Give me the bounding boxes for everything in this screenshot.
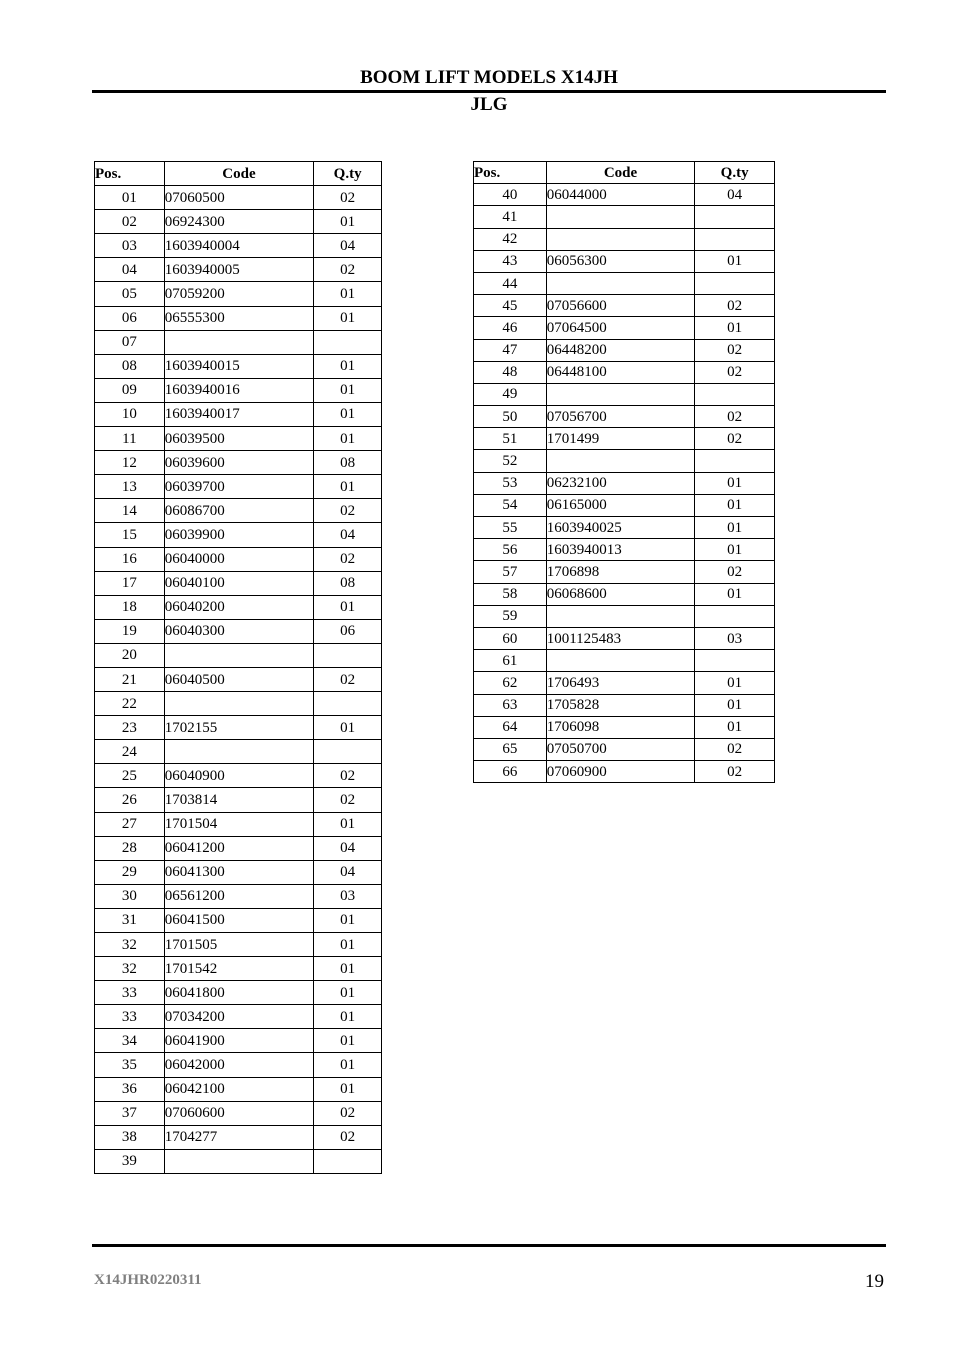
qty-cell: 02 [695, 406, 775, 428]
pos-cell: 52 [474, 450, 547, 472]
pos-cell: 07 [95, 330, 165, 354]
table-row [95, 933, 382, 957]
pos-cell: 63 [474, 694, 547, 716]
code-cell: 1701542 [164, 957, 314, 981]
code-cell: 06041800 [164, 981, 314, 1005]
table-row [95, 547, 382, 571]
pos-cell: 58 [474, 583, 547, 605]
table-row [95, 1149, 382, 1173]
qty-cell: 08 [314, 571, 382, 595]
header-pos: Pos. [474, 162, 547, 184]
pos-cell: 65 [474, 738, 547, 760]
pos-cell: 37 [95, 1101, 165, 1125]
code-cell: 1704277 [164, 1125, 314, 1149]
code-cell: 1603940004 [164, 234, 314, 258]
code-cell: 07059200 [164, 282, 314, 306]
qty-cell: 02 [314, 1101, 382, 1125]
qty-cell: 02 [314, 499, 382, 523]
code-cell: 1703814 [164, 788, 314, 812]
table-row [95, 619, 382, 643]
table-row [474, 383, 775, 405]
qty-cell: 01 [695, 250, 775, 272]
qty-cell: 02 [695, 738, 775, 760]
qty-cell [314, 330, 382, 354]
qty-cell [314, 643, 382, 667]
qty-cell: 01 [314, 1077, 382, 1101]
table-row [474, 184, 775, 206]
pos-cell: 13 [95, 475, 165, 499]
code-cell [546, 228, 695, 250]
pos-cell: 19 [95, 619, 165, 643]
header-qty: Q.ty [695, 162, 775, 184]
pos-cell: 33 [95, 981, 165, 1005]
table-row [474, 206, 775, 228]
qty-cell [314, 1149, 382, 1173]
table-row [95, 884, 382, 908]
table-row [95, 764, 382, 788]
code-cell: 1705828 [546, 694, 695, 716]
pos-cell: 38 [95, 1125, 165, 1149]
table-row [474, 250, 775, 272]
code-cell: 1702155 [164, 716, 314, 740]
code-cell [546, 272, 695, 294]
code-cell: 07060900 [546, 761, 695, 783]
pos-cell: 27 [95, 812, 165, 836]
pos-cell: 11 [95, 427, 165, 451]
table-row [95, 571, 382, 595]
code-cell: 06555300 [164, 306, 314, 330]
qty-cell: 01 [314, 475, 382, 499]
pos-cell: 53 [474, 472, 547, 494]
qty-cell [314, 740, 382, 764]
code-cell: 1701499 [546, 428, 695, 450]
code-cell [546, 650, 695, 672]
pos-cell: 57 [474, 561, 547, 583]
code-cell: 06040500 [164, 667, 314, 691]
table-row [474, 561, 775, 583]
pos-cell: 12 [95, 451, 165, 475]
pos-cell: 26 [95, 788, 165, 812]
code-cell: 06044000 [546, 184, 695, 206]
pos-cell: 54 [474, 494, 547, 516]
pos-cell: 25 [95, 764, 165, 788]
table-row [474, 761, 775, 783]
code-cell: 07064500 [546, 317, 695, 339]
qty-cell: 01 [695, 317, 775, 339]
table-row [95, 981, 382, 1005]
qty-cell [695, 272, 775, 294]
pos-cell: 48 [474, 361, 547, 383]
code-cell: 1603940025 [546, 517, 695, 539]
code-cell [164, 330, 314, 354]
qty-cell: 01 [314, 716, 382, 740]
qty-cell: 02 [314, 186, 382, 210]
qty-cell: 08 [314, 451, 382, 475]
code-cell: 06041900 [164, 1029, 314, 1053]
qty-cell: 01 [314, 812, 382, 836]
table-row [95, 788, 382, 812]
code-cell [164, 740, 314, 764]
pos-cell: 05 [95, 282, 165, 306]
pos-cell: 56 [474, 539, 547, 561]
qty-cell: 01 [314, 378, 382, 402]
table-row [95, 1125, 382, 1149]
qty-cell: 01 [314, 354, 382, 378]
table-row [474, 694, 775, 716]
footer-rule [92, 1244, 886, 1247]
code-cell: 06086700 [164, 499, 314, 523]
pos-cell: 61 [474, 650, 547, 672]
document-title: BOOM LIFT MODELS X14JH [360, 67, 618, 88]
pos-cell: 59 [474, 605, 547, 627]
pos-cell: 46 [474, 317, 547, 339]
table-row [474, 228, 775, 250]
qty-cell: 04 [314, 836, 382, 860]
code-cell [164, 1149, 314, 1173]
table-row [474, 583, 775, 605]
qty-cell [695, 450, 775, 472]
parts-table-left [94, 161, 382, 1174]
code-cell: 1603940015 [164, 354, 314, 378]
pos-cell: 03 [95, 234, 165, 258]
qty-cell: 01 [314, 1005, 382, 1029]
table-row [474, 428, 775, 450]
code-cell: 06039500 [164, 427, 314, 451]
pos-cell: 24 [95, 740, 165, 764]
qty-cell: 02 [314, 788, 382, 812]
qty-cell [695, 650, 775, 672]
code-cell: 1603940016 [164, 378, 314, 402]
table-row [95, 306, 382, 330]
qty-cell: 02 [314, 1125, 382, 1149]
pos-cell: 41 [474, 206, 547, 228]
qty-cell: 01 [314, 981, 382, 1005]
table-row [474, 672, 775, 694]
header-pos: Pos. [95, 162, 165, 186]
qty-cell: 01 [695, 517, 775, 539]
qty-cell: 01 [314, 1029, 382, 1053]
code-cell: 06039700 [164, 475, 314, 499]
parts-table-right [473, 161, 775, 783]
code-cell: 06448100 [546, 361, 695, 383]
code-cell [546, 206, 695, 228]
qty-cell: 01 [314, 282, 382, 306]
table-header-row [474, 162, 775, 184]
pos-cell: 33 [95, 1005, 165, 1029]
qty-cell: 02 [314, 547, 382, 571]
qty-cell: 02 [695, 295, 775, 317]
qty-cell: 01 [314, 595, 382, 619]
table-row [95, 1029, 382, 1053]
table-row [474, 539, 775, 561]
qty-cell: 02 [695, 428, 775, 450]
qty-cell: 01 [314, 933, 382, 957]
qty-cell: 01 [314, 210, 382, 234]
qty-cell: 01 [314, 306, 382, 330]
table-row [95, 1077, 382, 1101]
table-row [474, 650, 775, 672]
pos-cell: 62 [474, 672, 547, 694]
qty-cell: 01 [695, 694, 775, 716]
code-cell: 07060600 [164, 1101, 314, 1125]
pos-cell: 32 [95, 933, 165, 957]
document-code: X14JHR0220311 [94, 1272, 202, 1288]
code-cell: 06040900 [164, 764, 314, 788]
pos-cell: 10 [95, 402, 165, 426]
code-cell: 06056300 [546, 250, 695, 272]
code-cell: 07050700 [546, 738, 695, 760]
pos-cell: 02 [95, 210, 165, 234]
code-cell [546, 450, 695, 472]
qty-cell: 01 [695, 494, 775, 516]
pos-cell: 66 [474, 761, 547, 783]
pos-cell: 14 [95, 499, 165, 523]
table-row [95, 523, 382, 547]
code-cell: 1603940017 [164, 402, 314, 426]
pos-cell: 36 [95, 1077, 165, 1101]
pos-cell: 17 [95, 571, 165, 595]
code-cell: 06165000 [546, 494, 695, 516]
table-row [95, 692, 382, 716]
pos-cell: 23 [95, 716, 165, 740]
code-cell: 06232100 [546, 472, 695, 494]
code-cell [546, 605, 695, 627]
brand-name: JLG [470, 94, 508, 115]
code-cell: 06040100 [164, 571, 314, 595]
pos-cell: 50 [474, 406, 547, 428]
table-row [95, 836, 382, 860]
code-cell [164, 643, 314, 667]
code-cell: 06041500 [164, 908, 314, 932]
qty-cell: 03 [695, 627, 775, 649]
code-cell: 07056600 [546, 295, 695, 317]
pos-cell: 34 [95, 1029, 165, 1053]
pos-cell: 18 [95, 595, 165, 619]
table-row [474, 361, 775, 383]
table-row [95, 330, 382, 354]
code-cell: 06042000 [164, 1053, 314, 1077]
code-cell: 06561200 [164, 884, 314, 908]
qty-cell: 04 [314, 234, 382, 258]
code-cell: 07056700 [546, 406, 695, 428]
table-row [474, 317, 775, 339]
table-row [95, 860, 382, 884]
table-row [95, 402, 382, 426]
pos-cell: 40 [474, 184, 547, 206]
page-header [92, 66, 886, 117]
pos-cell: 51 [474, 428, 547, 450]
code-cell: 1701504 [164, 812, 314, 836]
table-row [474, 406, 775, 428]
table-row [95, 499, 382, 523]
table-row [95, 740, 382, 764]
pos-cell: 55 [474, 517, 547, 539]
pos-cell: 21 [95, 667, 165, 691]
pos-cell: 39 [95, 1149, 165, 1173]
pos-cell: 47 [474, 339, 547, 361]
table-row [95, 234, 382, 258]
code-cell [546, 383, 695, 405]
table-header-row [95, 162, 382, 186]
pos-cell: 30 [95, 884, 165, 908]
code-cell: 06068600 [546, 583, 695, 605]
code-cell [164, 692, 314, 716]
header-code: Code [164, 162, 314, 186]
pos-cell: 20 [95, 643, 165, 667]
code-cell: 06924300 [164, 210, 314, 234]
qty-cell [695, 228, 775, 250]
table-row [95, 812, 382, 836]
qty-cell: 04 [695, 184, 775, 206]
qty-cell: 01 [314, 957, 382, 981]
table-row [95, 378, 382, 402]
qty-cell: 02 [695, 561, 775, 583]
table-row [474, 627, 775, 649]
table-row [474, 494, 775, 516]
qty-cell: 01 [314, 402, 382, 426]
pos-cell: 04 [95, 258, 165, 282]
code-cell: 1706098 [546, 716, 695, 738]
table-row [95, 716, 382, 740]
qty-cell: 03 [314, 884, 382, 908]
pos-cell: 29 [95, 860, 165, 884]
header-qty: Q.ty [314, 162, 382, 186]
pos-cell: 64 [474, 716, 547, 738]
table-row [95, 186, 382, 210]
pos-cell: 60 [474, 627, 547, 649]
table-row [95, 210, 382, 234]
table-row [95, 1101, 382, 1125]
qty-cell: 02 [314, 667, 382, 691]
code-cell: 06039600 [164, 451, 314, 475]
qty-cell: 02 [314, 258, 382, 282]
qty-cell [695, 206, 775, 228]
code-cell: 06448200 [546, 339, 695, 361]
table-row [474, 605, 775, 627]
table-row [95, 282, 382, 306]
table-row [95, 475, 382, 499]
code-cell: 1603940013 [546, 539, 695, 561]
pos-cell: 08 [95, 354, 165, 378]
qty-cell [695, 383, 775, 405]
pos-cell: 32 [95, 957, 165, 981]
code-cell: 06041300 [164, 860, 314, 884]
pos-cell: 35 [95, 1053, 165, 1077]
table-row [95, 595, 382, 619]
qty-cell: 02 [695, 339, 775, 361]
pos-cell: 49 [474, 383, 547, 405]
qty-cell: 02 [314, 764, 382, 788]
qty-cell: 02 [695, 361, 775, 383]
pos-cell: 15 [95, 523, 165, 547]
pos-cell: 31 [95, 908, 165, 932]
pos-cell: 22 [95, 692, 165, 716]
qty-cell: 06 [314, 619, 382, 643]
qty-cell: 01 [695, 472, 775, 494]
pos-cell: 28 [95, 836, 165, 860]
table-row [474, 450, 775, 472]
table-row [95, 427, 382, 451]
qty-cell: 01 [695, 672, 775, 694]
code-cell: 07034200 [164, 1005, 314, 1029]
code-cell: 1603940005 [164, 258, 314, 282]
table-row [95, 1053, 382, 1077]
code-cell: 1706493 [546, 672, 695, 694]
qty-cell [695, 605, 775, 627]
table-row [474, 716, 775, 738]
table-row [474, 339, 775, 361]
qty-cell: 01 [695, 539, 775, 561]
pos-cell: 45 [474, 295, 547, 317]
pos-cell: 06 [95, 306, 165, 330]
qty-cell: 04 [314, 860, 382, 884]
pos-cell: 44 [474, 272, 547, 294]
table-row [474, 272, 775, 294]
table-row [95, 667, 382, 691]
qty-cell: 02 [695, 761, 775, 783]
table-row [95, 258, 382, 282]
pos-cell: 43 [474, 250, 547, 272]
table-row [95, 957, 382, 981]
pos-cell: 01 [95, 186, 165, 210]
code-cell: 06041200 [164, 836, 314, 860]
table-row [474, 738, 775, 760]
code-cell: 06040000 [164, 547, 314, 571]
code-cell: 1706898 [546, 561, 695, 583]
qty-cell [314, 692, 382, 716]
table-row [95, 1005, 382, 1029]
code-cell: 06042100 [164, 1077, 314, 1101]
code-cell: 06040200 [164, 595, 314, 619]
pos-cell: 09 [95, 378, 165, 402]
qty-cell: 01 [314, 908, 382, 932]
table-row [95, 354, 382, 378]
code-cell: 1701505 [164, 933, 314, 957]
table-row [474, 295, 775, 317]
code-cell: 1001125483 [546, 627, 695, 649]
qty-cell: 01 [695, 583, 775, 605]
table-row [95, 451, 382, 475]
qty-cell: 01 [314, 427, 382, 451]
pos-cell: 16 [95, 547, 165, 571]
code-cell: 06039900 [164, 523, 314, 547]
table-row [95, 643, 382, 667]
code-cell: 07060500 [164, 186, 314, 210]
code-cell: 06040300 [164, 619, 314, 643]
table-row [474, 472, 775, 494]
qty-cell: 01 [695, 716, 775, 738]
table-row [474, 517, 775, 539]
table-row [95, 908, 382, 932]
header-code: Code [546, 162, 695, 184]
page-number: 19 [865, 1271, 884, 1292]
qty-cell: 04 [314, 523, 382, 547]
pos-cell: 42 [474, 228, 547, 250]
qty-cell: 01 [314, 1053, 382, 1077]
